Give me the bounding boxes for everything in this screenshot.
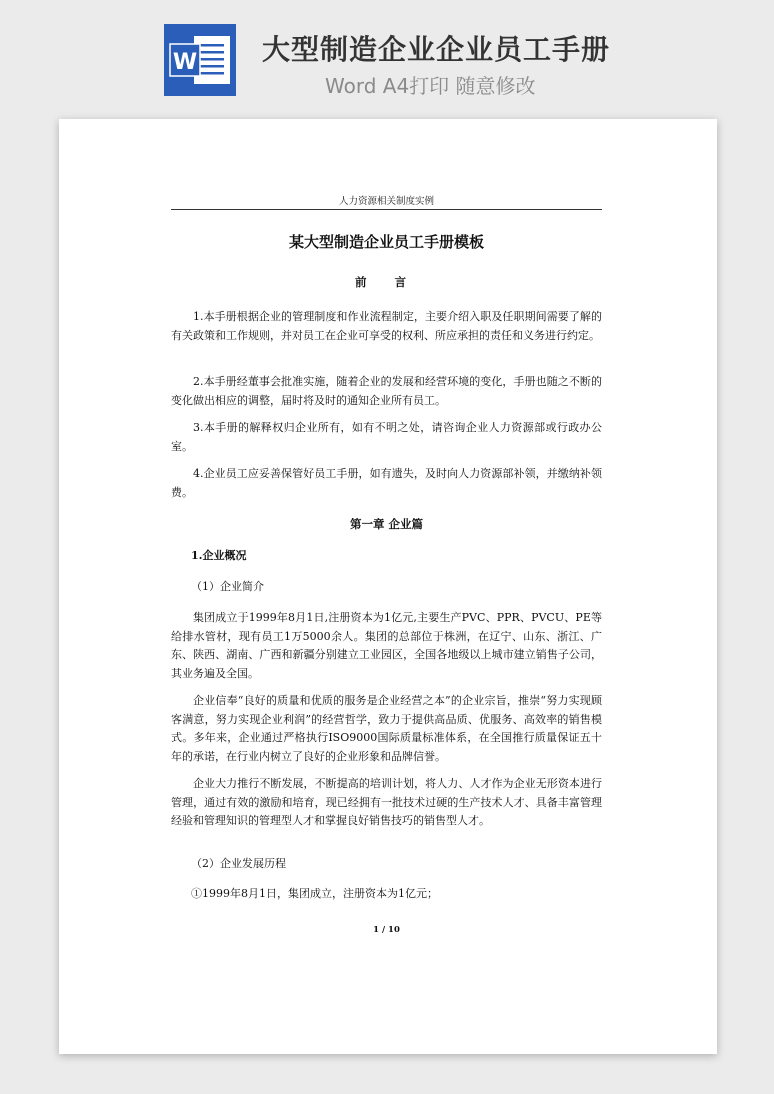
body-paragraph: 企业大力推行不断发展，不断提高的培训计划，将人力、人才作为企业无形资本进行管理，通过有效的激励和培育，现已经拥有一批技术过硬的生产技术人才、具备丰富管理经验和管理知识的管理型人才和掌握良好销售技巧的销售型人才。 [171,777,602,827]
subsection-heading: （1）企业简介 [191,580,264,593]
running-header: 人力资源相关制度实例 [338,196,434,207]
subsection-heading: （2）企业发展历程 [191,857,286,870]
page-number: 1 / 10 [373,925,400,935]
word-icon [164,24,236,96]
preface-paragraph: 3.本手册的解释权归企业所有，如有不明之处，请咨询企业人力资源部或行政办公室。 [171,421,602,453]
preface-paragraph: 4.企业员工应妥善保管好员工手册，如有遗失，及时向人力资源部补领，并缴纳补领费。 [171,467,602,499]
banner-subtitle: Word A4打印 随意修改 [325,74,536,98]
section-title: 前 言 [354,275,418,289]
list-item: ①1999年8月1日，集团成立，注册资本为1亿元； [191,887,438,900]
body-paragraph: 集团成立于1999年8月1日,注册资本为1亿元,主要生产PVC、PPR、PVCU、PE等给排水管材，现有员工1万5000余人。集团的总部位于株洲，在辽宁、山东、浙江、广东、陕西、湖南、广西和新疆分别建立工业园区，全国各地级以上城市建立销售子公司，其业务遍及全国。 [171,611,602,680]
svg-text:W: W [172,50,198,75]
preface-paragraph: 2.本手册经董事会批准实施，随着企业的发展和经营环境的变化，手册也随之不断的变化做出相应的调整，届时将及时的通知企业所有员工。 [171,375,602,407]
document-page [59,119,717,1054]
body-paragraph: 企业信奉“良好的质量和优质的服务是企业经营之本”的企业宗旨，推崇“努力实现顾客满意，努力实现企业利润”的经营哲学，致力于提供高品质、优服务、高效率的销售模式。多年来，企业通过严格执行ISO9000国际质量标准体系，在全国推行质量保证五十年的承诺，在行业内树立了良好的企业形象和品牌信誉。 [171,694,602,763]
header-rule [171,209,602,210]
section-heading: 1.企业概况 [191,549,247,562]
preface-paragraph: 1.本手册根据企业的管理制度和作业流程制定，主要介绍入职及任职期间需要了解的有关政策和工作规则，并对员工在企业可享受的权利、所应承担的责任和义务进行约定。 [171,310,602,342]
banner [0,0,774,112]
banner-title: 大型制造企业企业员工手册 [262,33,611,66]
chapter-title: 第一章 企业篇 [349,517,423,531]
document-title: 某大型制造企业员工手册模板 [288,233,484,251]
